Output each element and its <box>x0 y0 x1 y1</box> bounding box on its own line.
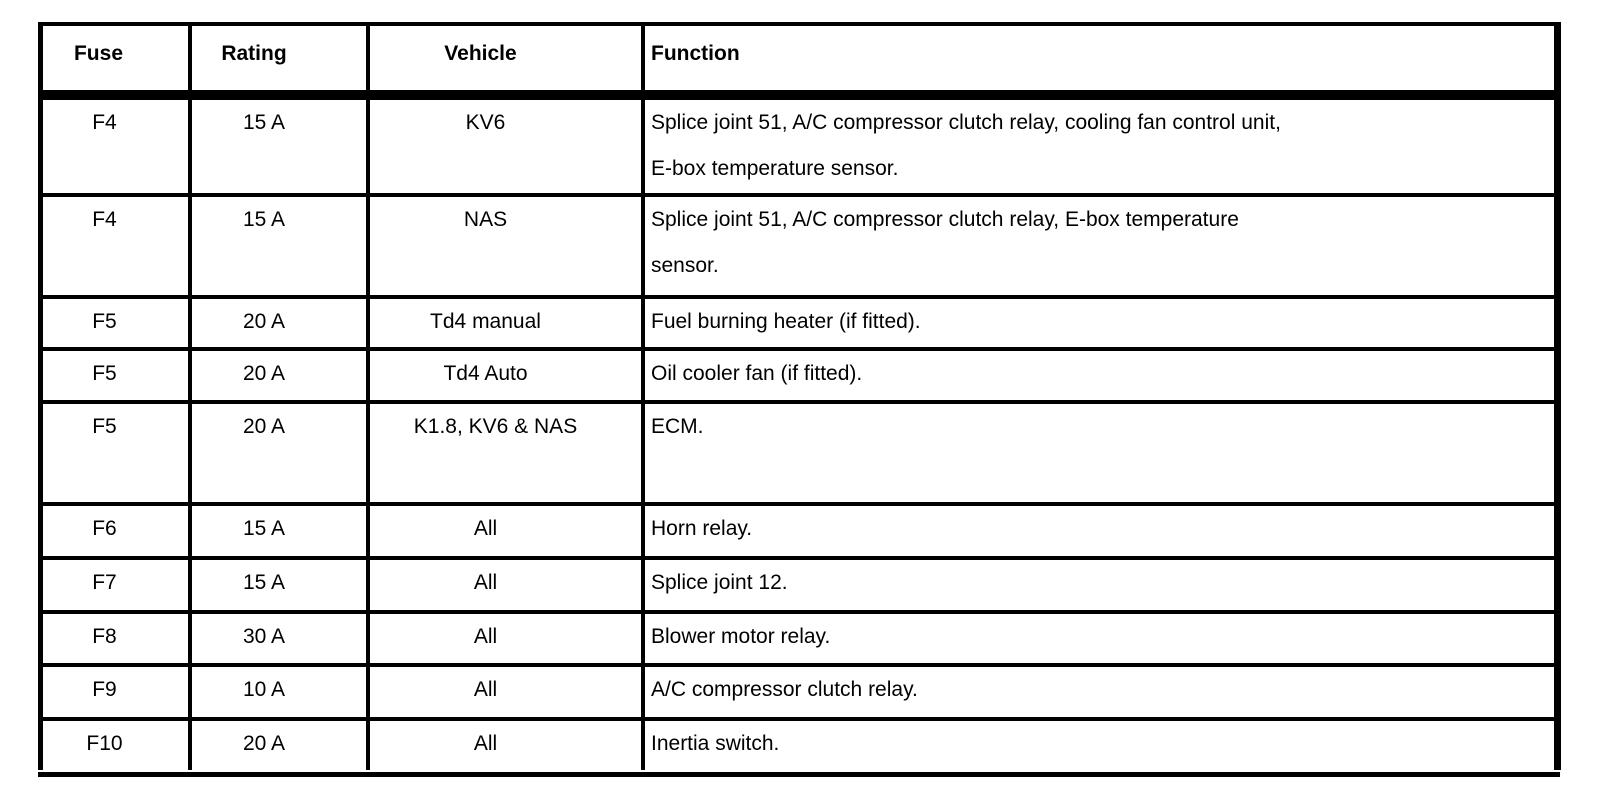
cell-vehicle: All <box>370 721 641 770</box>
cell-fuse: F4 <box>43 100 188 193</box>
header-fuse: Fuse <box>43 26 188 90</box>
table-bottom-rule <box>38 772 1560 777</box>
cell-fuse: F10 <box>43 721 188 770</box>
header-function: Function <box>645 26 1554 90</box>
cell-fuse: F7 <box>43 560 188 610</box>
cell-function: Splice joint 12. <box>645 560 1554 610</box>
cell-function: ECM. <box>645 404 1554 502</box>
cell-fuse: F6 <box>43 506 188 556</box>
cell-function: A/C compressor clutch relay. <box>645 667 1554 717</box>
cell-rating: 15 A <box>192 197 366 295</box>
cell-fuse: F5 <box>43 404 188 502</box>
cell-rating: 15 A <box>192 560 366 610</box>
cell-rating: 30 A <box>192 614 366 663</box>
cell-vehicle: All <box>370 560 641 610</box>
cell-fuse: F5 <box>43 351 188 400</box>
cell-rating: 20 A <box>192 351 366 400</box>
cell-function: Blower motor relay. <box>645 614 1554 663</box>
cell-function: Fuel burning heater (if fitted). <box>645 299 1554 347</box>
header-vehicle: Vehicle <box>370 26 641 90</box>
cell-vehicle: NAS <box>370 197 641 295</box>
cell-rating: 20 A <box>192 404 366 502</box>
cell-function: Splice joint 51, A/C compressor clutch relay, E-box temperature sensor. <box>645 197 1554 295</box>
cell-rating: 10 A <box>192 667 366 717</box>
cell-vehicle: Td4 manual <box>370 299 641 347</box>
cell-rating: 15 A <box>192 506 366 556</box>
cell-vehicle: Td4 Auto <box>370 351 641 400</box>
cell-fuse: F8 <box>43 614 188 663</box>
cell-rating: 20 A <box>192 721 366 770</box>
cell-fuse: F9 <box>43 667 188 717</box>
cell-rating: 20 A <box>192 299 366 347</box>
header-rating: Rating <box>192 26 366 90</box>
margin <box>1561 0 1600 800</box>
cell-vehicle: All <box>370 667 641 717</box>
fuse-table <box>38 22 1561 770</box>
cell-function: Splice joint 51, A/C compressor clutch relay, cooling fan control unit, E-box temperature sensor. <box>645 100 1554 193</box>
cell-vehicle: All <box>370 614 641 663</box>
cell-vehicle: KV6 <box>370 100 641 193</box>
cell-fuse: F5 <box>43 299 188 347</box>
cell-vehicle: All <box>370 506 641 556</box>
cell-vehicle: K1.8, KV6 & NAS <box>370 404 641 502</box>
cell-function: Oil cooler fan (if fitted). <box>645 351 1554 400</box>
cell-function: Horn relay. <box>645 506 1554 556</box>
cell-rating: 15 A <box>192 100 366 193</box>
cell-fuse: F4 <box>43 197 188 295</box>
cell-function: Inertia switch. <box>645 721 1554 770</box>
